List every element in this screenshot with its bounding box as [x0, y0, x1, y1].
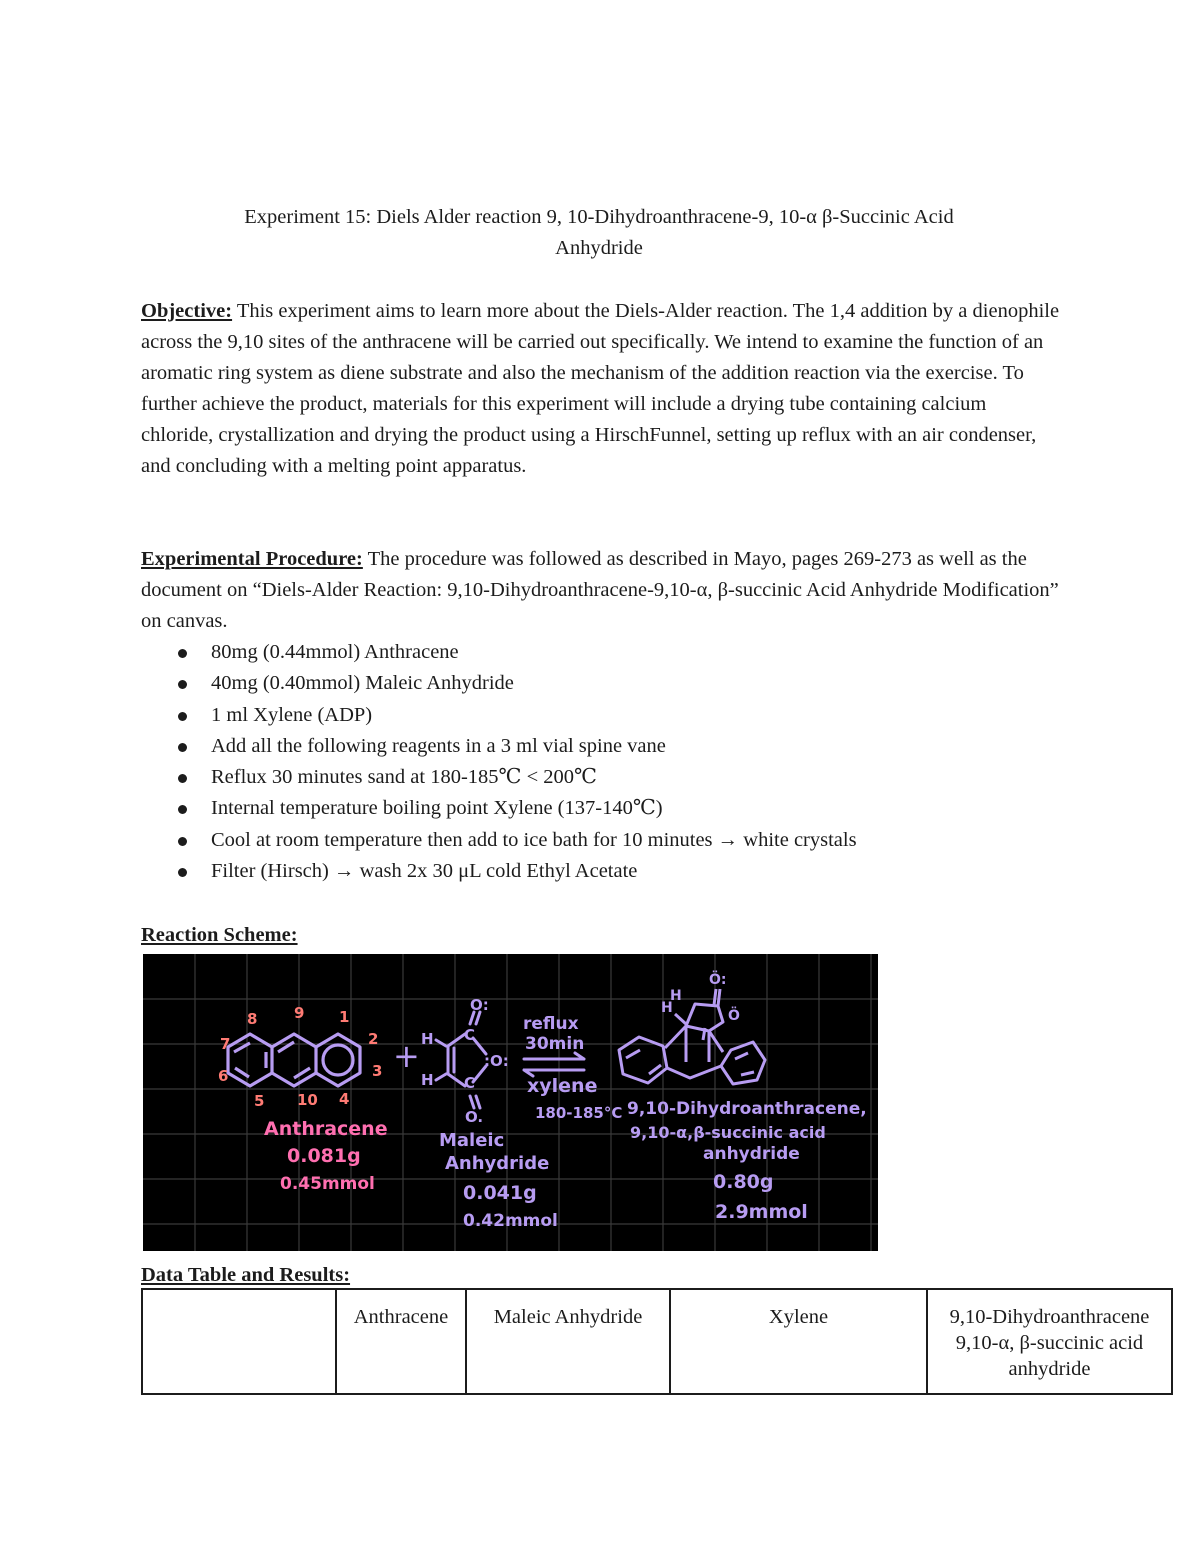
svg-text:9,10-α,β-succinic acid: 9,10-α,β-succinic acid: [630, 1123, 826, 1142]
svg-text:H: H: [421, 1030, 434, 1048]
svg-text:anhydride: anhydride: [703, 1144, 800, 1164]
data-table-heading: Data Table and Results:: [141, 1264, 351, 1286]
procedure-label: Experimental Procedure:: [141, 548, 363, 570]
procedure-text: The procedure was followed as described in Mayo, pages 269-273 as well as the document on “Diels-Alder Reaction: 9,10-Dihydroanthracene-9,10-α, β-succinic Acid Anhydride Modification” on canvas.: [141, 548, 1059, 632]
svg-text::O:: :O:: [484, 1052, 509, 1070]
svg-text:1: 1: [339, 1008, 350, 1026]
list-item: Cool at room temperature then add to ice bath for 10 minutes → white crystals: [141, 825, 1041, 856]
table-cell: Maleic Anhydride: [466, 1289, 670, 1394]
list-item: 40mg (0.40mmol) Maleic Anhydride: [141, 668, 1041, 699]
table-cell: 9,10-Dihydroanthracene 9,10-α, β-succinic acid anhydride: [927, 1289, 1172, 1394]
table-cell: [142, 1289, 336, 1394]
svg-text:H: H: [661, 1000, 673, 1016]
list-item: Add all the following reagents in a 3 ml vial spine vane: [141, 731, 1041, 762]
svg-text:2: 2: [368, 1030, 379, 1048]
svg-text:0.80g: 0.80g: [713, 1171, 774, 1193]
svg-text:reflux: reflux: [523, 1014, 579, 1034]
document-title: [141, 202, 1057, 264]
svg-text:9: 9: [294, 1004, 305, 1022]
svg-text:2.9mmol: 2.9mmol: [715, 1201, 808, 1223]
list-item: Reflux 30 minutes sand at 180-185℃ < 200℃: [141, 762, 1041, 793]
svg-text:0.081g: 0.081g: [287, 1145, 361, 1167]
svg-text:10: 10: [297, 1091, 318, 1109]
svg-text:0.45mmol: 0.45mmol: [280, 1174, 375, 1194]
svg-text:30min: 30min: [525, 1034, 585, 1054]
svg-text:Ö:: Ö:: [709, 972, 727, 988]
svg-text:O:: O:: [470, 996, 489, 1014]
reaction-scheme-image: [143, 954, 878, 1251]
svg-text:H: H: [670, 988, 682, 1004]
svg-text:9,10-Dihydroanthracene,: 9,10-Dihydroanthracene,: [627, 1099, 867, 1119]
data-table: [141, 1288, 1173, 1395]
svg-text:0.42mmol: 0.42mmol: [463, 1211, 558, 1231]
svg-text:180-185°C: 180-185°C: [535, 1104, 623, 1122]
objective-label: Objective:: [141, 300, 233, 322]
svg-text:Maleic: Maleic: [439, 1130, 505, 1151]
table-cell: Xylene: [670, 1289, 927, 1394]
svg-text:xylene: xylene: [527, 1075, 598, 1097]
procedure-list: [141, 637, 1041, 887]
table-row: [142, 1289, 1172, 1394]
objective-text: This experiment aims to learn more about the Diels-Alder reaction. The 1,4 addition by a dienophile across the 9,10 sites of the anthracene will be carried out specifically. We intend to examine the function of an aromatic ring system as diene substrate and also the mechanism of the addition reaction via the exercise. To further achieve the product, materials for this experiment will include a drying tube containing calcium chloride, crystallization and drying the product using a HirschFunnel, setting up reflux with an air condenser, and concluding with a melting point apparatus.: [141, 300, 1060, 477]
procedure-section: [141, 544, 1061, 637]
list-item: Filter (Hirsch) → wash 2x 30 μL cold Ethyl Acetate: [141, 856, 1041, 887]
svg-text:3: 3: [372, 1062, 383, 1080]
list-item: 80mg (0.44mmol) Anthracene: [141, 637, 1041, 668]
table-cell: Anthracene: [336, 1289, 466, 1394]
svg-text:O.: O.: [465, 1108, 484, 1126]
list-item: 1 ml Xylene (ADP): [141, 700, 1041, 731]
svg-text:Ö: Ö: [728, 1008, 740, 1024]
title-line-1: Experiment 15: Diels Alder reaction 9, 10-Dihydroanthracene-9, 10-α β-Succinic Acid: [244, 206, 954, 228]
title-line-2: Anhydride: [555, 237, 643, 259]
svg-text:6: 6: [218, 1067, 229, 1085]
svg-text:4: 4: [339, 1090, 350, 1108]
svg-text:7: 7: [220, 1035, 231, 1053]
svg-text:0.041g: 0.041g: [463, 1182, 537, 1204]
svg-text:8: 8: [247, 1010, 258, 1028]
svg-text:H: H: [421, 1071, 434, 1089]
plus-sign: +: [393, 1037, 420, 1075]
svg-text:Anhydride: Anhydride: [445, 1153, 550, 1174]
svg-text:C: C: [464, 1074, 476, 1092]
svg-text:5: 5: [254, 1092, 265, 1110]
svg-text:C: C: [464, 1026, 476, 1044]
objective-section: [141, 296, 1061, 482]
list-item: Internal temperature boiling point Xylene (137-140℃): [141, 793, 1041, 824]
svg-text:Anthracene: Anthracene: [264, 1118, 388, 1140]
reaction-scheme-heading: Reaction Scheme:: [141, 924, 298, 946]
